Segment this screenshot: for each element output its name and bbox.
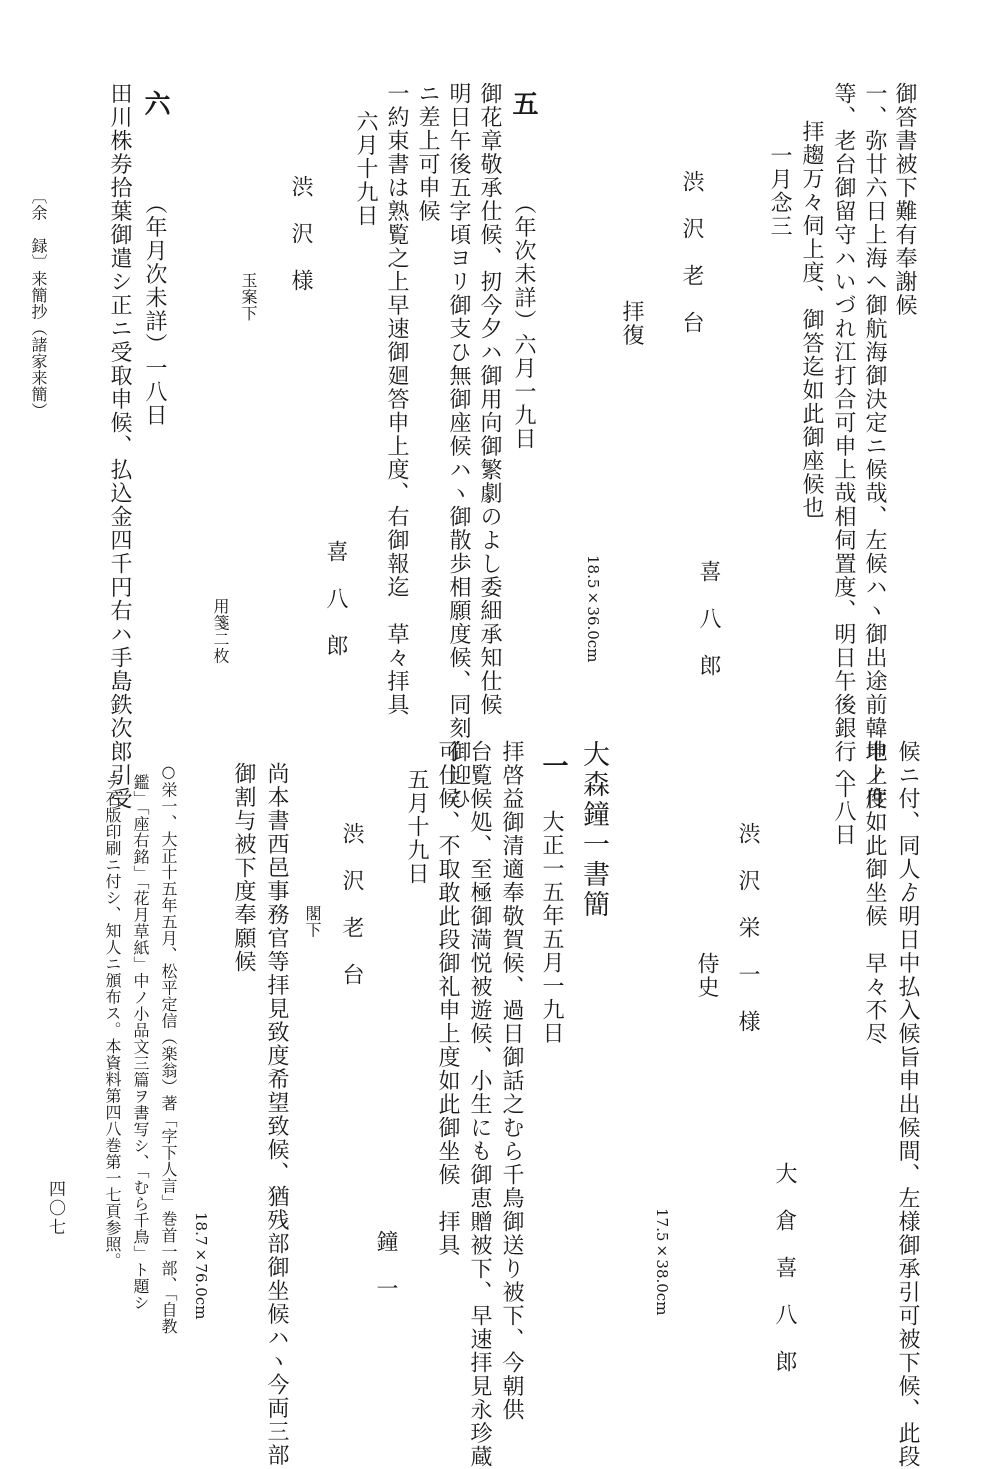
section-1-line-1: 拝啓益御清適奉敬賀候、過日御話之むら千鳥御送り被下、今朝供 bbox=[499, 740, 524, 1422]
section-1-line-4: 尚本書西邑事務官等拝見致度希望致候、猶残部御坐候ハヽ今両三部 bbox=[264, 762, 289, 1467]
section-title: 大森鐘一書簡 bbox=[578, 740, 609, 920]
upper-line-4: 拝趨万々伺上度、御答迄如此御座候也 bbox=[799, 120, 824, 520]
letter-sender: 喜 八 郎 bbox=[696, 560, 721, 678]
lower-date: 十八日 bbox=[831, 776, 856, 847]
section-5-honorific: 玉案下 bbox=[239, 272, 258, 322]
upper-line-1: 御答書被下難有奉謝候 bbox=[892, 82, 917, 317]
section-1-date: 大正一五年五月一九日 bbox=[539, 810, 564, 1045]
letter-size: 18.5×36.0cm bbox=[584, 555, 602, 663]
upper-line-2: 一、弥廿六日上海ヘ御航海御決定ニ候哉、左候ハヽ御出途前韓地ノ件 bbox=[862, 82, 887, 811]
letter-date: 一月念三 bbox=[767, 144, 792, 238]
lower-sender: 大 倉 喜 八 郎 bbox=[772, 1162, 797, 1374]
section-1-date-2: 五月十九日 bbox=[404, 768, 429, 886]
section-1-line-3: 可仕候、不取敢此段御礼申上度如此御坐候 拝具 bbox=[435, 740, 460, 1257]
section-6-date: （年月次未詳）一八日 bbox=[142, 192, 167, 427]
section-1-honorific: 閣下 bbox=[303, 905, 322, 938]
running-head: 〔余 録〕来簡抄（諸家来簡） bbox=[29, 188, 48, 419]
section-5-date-2: 六月十九日 bbox=[353, 110, 378, 228]
section-5-line-3: ニ差上可申候 bbox=[415, 82, 440, 223]
section-5-line-2: 明日午後五字頃ヨリ御支ひ無御座候ハヽ御散歩相願度候、同刻御迎ひ bbox=[446, 82, 471, 811]
note-line-3: テ石版印刷ニ付シ、知人ニ頒布ス。本資料第四八巻第一七頁参照。 bbox=[103, 774, 122, 1269]
lower-honorific: 侍史 bbox=[694, 952, 719, 999]
section-5-line-1: 御花章敬承仕候、扨今夕ハ御用向御繁劇のよし委細承知仕候 bbox=[477, 82, 502, 717]
section-5-line-4: 一約束書は熟覧之上早速御廻答申上度、右御報迄 草々拝具 bbox=[384, 82, 409, 717]
upper-line-3: 等、老台御留守ハいづれ江打合可申上哉相伺置度、明日午後銀行ヘ bbox=[831, 82, 856, 787]
section-1-sender: 鐘 一 bbox=[373, 1230, 398, 1301]
lower-size: 17.5×38.0cm bbox=[653, 1208, 671, 1316]
section-5-addressee: 渋 沢 様 bbox=[288, 175, 313, 293]
section-6-line-1: 田川株券拾葉御遣シ正ニ受取申候、払込金四千円右ハ手島鉄次郎引受 bbox=[107, 82, 132, 811]
section-1-size: 18.7×76.0cm bbox=[192, 1212, 210, 1320]
section-1-line-2: 台覧候処、至極御満悦被遊候、小生にも御恵贈被下、早速拝見永珍蔵 bbox=[467, 740, 492, 1469]
letter-addressee: 渋 沢 老 台 bbox=[679, 170, 704, 335]
lower-line-1: 候ニ付、同人ゟ明日中払入候旨申出候間、左様御承引可被下候、此段 bbox=[895, 740, 920, 1469]
lower-addressee: 渋 沢 栄 一 様 bbox=[735, 822, 760, 1034]
section-1-line-5: 御割与被下度奉願候 bbox=[231, 762, 256, 974]
section-1-addressee: 渋 沢 老 台 bbox=[339, 822, 364, 987]
letter-honorific: 拝復 bbox=[619, 300, 644, 347]
section-6-number: 六 bbox=[140, 90, 170, 118]
section-5-number: 五 bbox=[508, 90, 538, 118]
note-line-1: ○栄一、大正十五年五月、松平定信（楽翁）著「字下人言」巻首一部、「自教 bbox=[159, 762, 178, 1335]
note-line-2: 鑑」「座右銘」「花月草紙」中ノ小品文三篇ヲ書写シ、「むら千鳥」ト題シ bbox=[131, 774, 150, 1311]
section-5-date: （年次未詳）六月一九日 bbox=[511, 192, 536, 451]
page-number: 四〇七 bbox=[45, 1180, 65, 1237]
lower-line-2: 申上度如此御坐候 早々不尽 bbox=[862, 740, 887, 1046]
section-5-sender: 喜 八 郎 bbox=[323, 540, 348, 658]
section-5-paper-note: 用箋二枚 bbox=[211, 598, 230, 664]
section-1-number: 一 bbox=[538, 752, 568, 780]
